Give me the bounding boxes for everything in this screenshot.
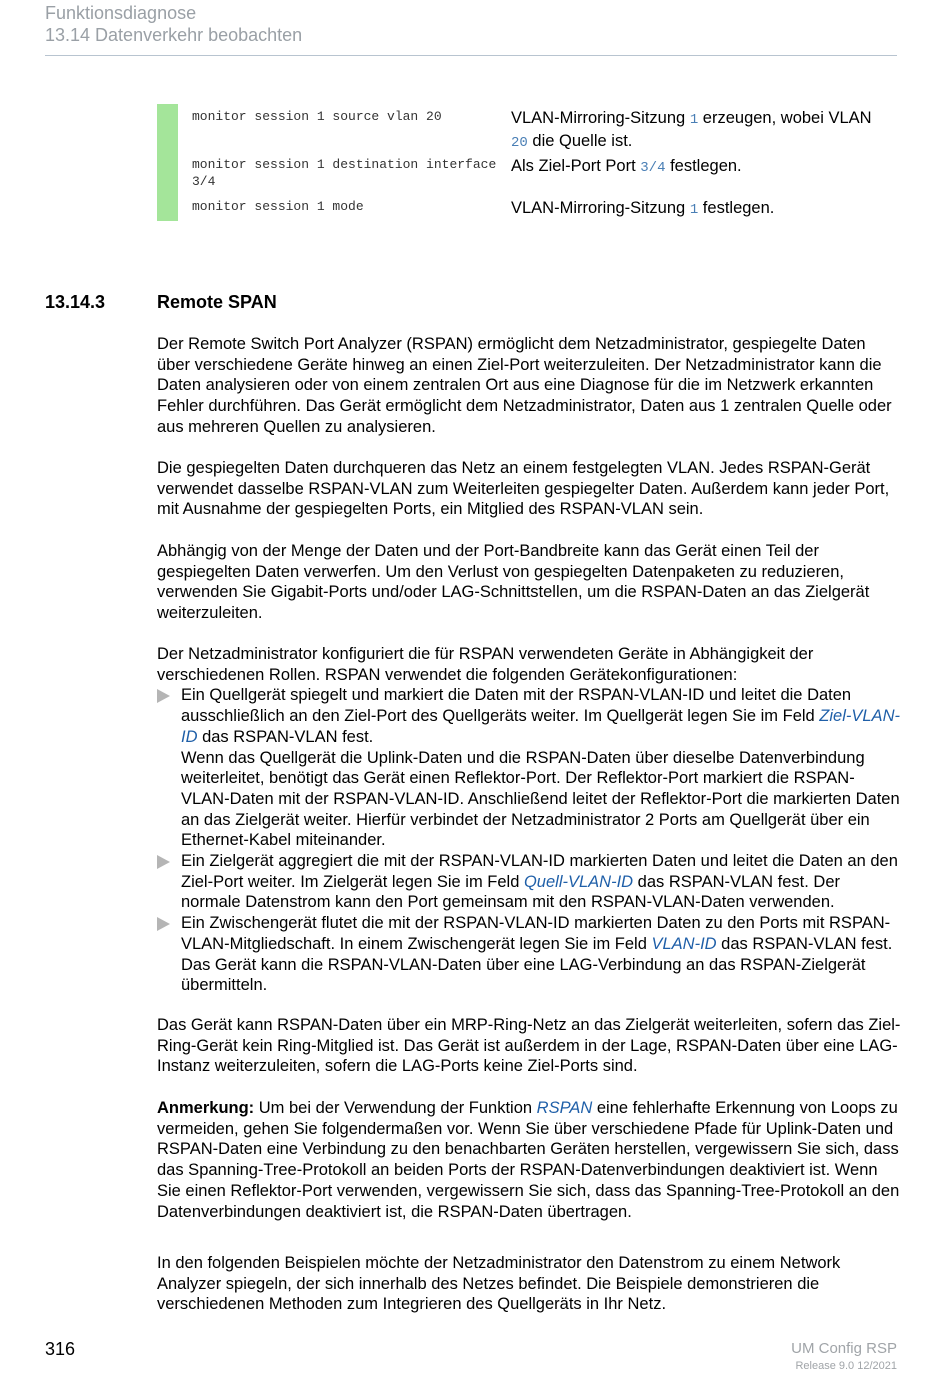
command-description: VLAN-Mirroring-Sitzung 1 erzeugen, wobei VLAN 20 die Quelle ist.: [511, 109, 872, 151]
command-code: monitor session 1 source vlan 20: [192, 109, 442, 124]
body-paragraph: Der Remote Switch Port Analyzer (RSPAN) ermöglicht dem Netzadministrator, gespiegelte Daten über verschiedene Geräte hinweg an einen Ziel-Port weiterzuleiten. Der Netzadministrator kann die Daten analysieren oder von einem zentralen Ort aus eine Diagnose für die im Netzwerk erkannten Fehler durchführen. Das Gerät ermöglicht dem Netzadministrator, Daten aus 1 zentralen Quelle oder aus mehreren Quellen zu analysieren.: [157, 335, 892, 436]
running-header: [45, 2, 302, 46]
list-item: Ein Zwischengerät flutet die mit der RSPAN-VLAN-ID markierten Daten zu den Ports mit RSPAN-VLAN-Mitgliedschaft. In einem Zwischengerät legen Sie im Feld VLAN-ID das RSPAN-VLAN fest. Das Gerät kann die RSPAN-VLAN-Daten über eine LAG-Verbindung an das RSPAN-Zielgerät übermitteln.: [157, 913, 902, 996]
body-paragraph: Der Netzadministrator konfiguriert die für RSPAN verwendeten Geräte in Abhängigkeit der verschiedenen Rollen. RSPAN verwendet die folgenden Gerätekonfigurationen:: [157, 645, 814, 684]
body-paragraph: In den folgenden Beispielen möchte der Netzadministrator den Datenstrom zu einem Network Analyzer spiegeln, der sich innerhalb des Netzes befindet. Die Beispiele demonstrieren die verschiedenen Methoden zum Integrieren des Quellgeräts in Ihr Netz.: [157, 1254, 841, 1314]
note-block: Anmerkung: Um bei der Verwendung der Funktion RSPAN eine fehlerhafte Erkennung von Loops zu vermeiden, gehen Sie folgendermaßen vor. Wenn Sie über verschiedene Pfade für Uplink-Daten und RSPAN-Daten eine Verbindung zu den benachbarten Geräten herstellen, vergewissern Sie sich, dass das Spanning-Tree-Protokoll an beiden Ports der RSPAN-Datenverbindungen deaktiviert ist. Wenn Sie einen Reflektor-Port verwenden, vergewissern Sie sich, dass das Spanning-Tree-Protokoll an den Datenverbindungen deaktiviert ist, die RSPAN-Daten übertragen.: [157, 1099, 900, 1221]
note-label: Anmerkung:: [157, 1099, 255, 1117]
page-number: 316: [45, 1339, 76, 1359]
command-description: VLAN-Mirroring-Sitzung 1 festlegen.: [511, 199, 775, 218]
release-info: Release 9.0 12/2021: [795, 1360, 897, 1372]
document-name: UM Config RSP: [791, 1340, 897, 1357]
header-chapter: Funktionsdiagnose: [45, 3, 197, 23]
body-paragraph: Das Gerät kann RSPAN-Daten über ein MRP-Ring-Netz an das Zielgerät weiterleiten, sofern das Ziel-Ring-Gerät kein Ring-Mitglied ist. Das Gerät ist außerdem in der Lage, RSPAN-Daten über eine LAG-Instanz weiterzuleiten, sofern die LAG-Ports keine Ziel-Ports sind.: [157, 1016, 901, 1076]
command-description: Als Ziel-Port Port 3/4 festlegen.: [511, 157, 742, 176]
list-item: Ein Zielgerät aggregiert die mit der RSPAN-VLAN-ID markierten Daten und leitet die Daten an den Ziel-Port weiter. Im Zielgerät legen Sie im Feld Quell-VLAN-ID das RSPAN-VLAN fest. Der normale Datenstrom kann den Port gemeinsam mit den RSPAN-VLAN-Daten verwenden.: [157, 851, 902, 913]
bullet-triangle-icon: [157, 689, 170, 703]
header-divider: [45, 55, 897, 56]
role-list-section: [157, 644, 902, 996]
section-number: 13.14.3: [45, 292, 106, 312]
value-vlan: 20: [511, 135, 528, 151]
function-name: RSPAN: [536, 1099, 593, 1117]
field-name: Ziel-VLAN-ID: [181, 707, 900, 746]
header-section: 13.14 Datenverkehr beobachten: [45, 25, 303, 45]
body-paragraph: Abhängig von der Menge der Daten und der Port-Bandbreite kann das Gerät einen Teil der gespiegelten Daten verwerfen. Um den Verlust von gespiegelten Datenpaketen zu reduzieren, verwenden Sie Gigabit-Ports und/oder LAG-Schnittstellen, um die RSPAN-Daten an das Zielgerät weiterzuleiten.: [157, 542, 870, 623]
bullet-triangle-icon: [157, 917, 170, 931]
section-title: Remote SPAN: [157, 292, 277, 312]
body-paragraph: Die gespiegelten Daten durchqueren das Netz an einem festgelegten VLAN. Jedes RSPAN-Gerät verwendet dasselbe RSPAN-VLAN zum Weiterleiten gespiegelter Daten. Außerdem kann jeder Port, mit Ausnahme der gespiegelten Ports, ein Mitglied des RSPAN-VLAN sein.: [157, 459, 890, 519]
command-code: monitor session 1 destination interface 3/4: [192, 157, 497, 189]
value-session: 1: [689, 112, 699, 128]
command-code: monitor session 1 mode: [192, 199, 364, 214]
command-table-accent-bar: [157, 104, 178, 221]
value-port: 3/4: [640, 160, 666, 176]
field-name: VLAN-ID: [651, 934, 717, 953]
list-item: Ein Quellgerät spiegelt und markiert die Daten mit der RSPAN-VLAN-ID und leitet die Daten ausschließlich an den Ziel-Port des Quellgeräts weiter. Im Quellgerät legen Sie im Feld Ziel-VLAN-ID das RSPAN-VLAN fest. Wenn das Quellgerät die Uplink-Daten und die RSPAN-Daten über dieselbe Datenverbindung weiterleitet, benötigt das Gerät einen Reflektor-Port. Der Reflektor-Port markiert die RSPAN-VLAN-Daten mit der RSPAN-VLAN-ID. Anschließend leitet der Reflektor-Port die markierten Daten an das Zielgerät weiter. Hierfür verbindet der Netzadministrator 2 Ports am Quellgerät über ein Ethernet-Kabel miteinander.: [157, 685, 902, 851]
value-session: 1: [689, 202, 699, 218]
bullet-triangle-icon: [157, 855, 170, 869]
field-name: Quell-VLAN-ID: [523, 872, 634, 891]
